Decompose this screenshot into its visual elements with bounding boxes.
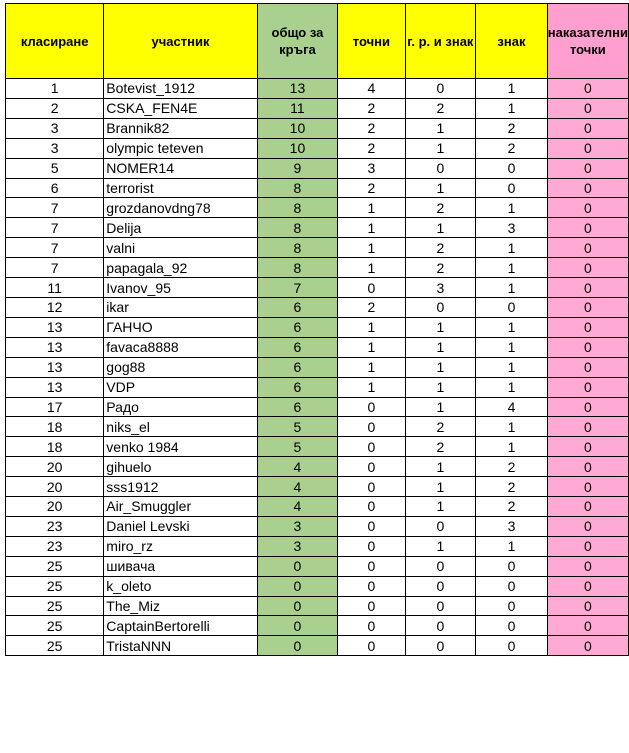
- points-cell: 0: [338, 497, 405, 517]
- penalty-cell: 0: [547, 79, 628, 99]
- table-row: [6, 497, 629, 517]
- points-cell: 0: [338, 636, 405, 656]
- total-cell: 9: [257, 158, 338, 178]
- participant-cell: gihuelo: [104, 457, 257, 477]
- points-cell: 0: [338, 576, 405, 596]
- sign-cell: 1: [476, 337, 548, 357]
- header-participant: участник: [104, 4, 257, 79]
- rank-cell: 7: [6, 218, 104, 238]
- participant-cell: Радо: [104, 397, 257, 417]
- total-cell: 5: [257, 437, 338, 457]
- sign-cell: 0: [476, 556, 548, 576]
- points-cell: 0: [338, 556, 405, 576]
- rank-cell: 7: [6, 238, 104, 258]
- table-row: [6, 238, 629, 258]
- table-row: [6, 556, 629, 576]
- penalty-cell: 0: [547, 118, 628, 138]
- table-row: [6, 297, 629, 317]
- table-row: [6, 218, 629, 238]
- gr-sign-cell: 1: [405, 477, 476, 497]
- sign-cell: 0: [476, 158, 548, 178]
- participant-cell: The_Miz: [104, 596, 257, 616]
- table-row: [6, 278, 629, 298]
- gr-sign-cell: 2: [405, 437, 476, 457]
- gr-sign-cell: 1: [405, 536, 476, 556]
- rank-cell: 20: [6, 457, 104, 477]
- sign-cell: 0: [476, 297, 548, 317]
- rank-cell: 23: [6, 536, 104, 556]
- sign-cell: 1: [476, 357, 548, 377]
- rank-cell: 25: [6, 616, 104, 636]
- sign-cell: 3: [476, 516, 548, 536]
- gr-sign-cell: 1: [405, 178, 476, 198]
- table-row: [6, 457, 629, 477]
- table-row: [6, 636, 629, 656]
- participant-cell: niks_el: [104, 417, 257, 437]
- penalty-cell: 0: [547, 497, 628, 517]
- total-cell: 4: [257, 477, 338, 497]
- penalty-cell: 0: [547, 337, 628, 357]
- gr-sign-cell: 3: [405, 278, 476, 298]
- total-cell: 8: [257, 238, 338, 258]
- penalty-cell: 0: [547, 516, 628, 536]
- rank-cell: 13: [6, 377, 104, 397]
- penalty-cell: 0: [547, 278, 628, 298]
- participant-cell: Brannik82: [104, 118, 257, 138]
- sign-cell: 1: [476, 317, 548, 337]
- penalty-cell: 0: [547, 178, 628, 198]
- penalty-cell: 0: [547, 158, 628, 178]
- penalty-cell: 0: [547, 457, 628, 477]
- penalty-cell: 0: [547, 417, 628, 437]
- total-cell: 8: [257, 218, 338, 238]
- total-cell: 4: [257, 497, 338, 517]
- participant-cell: terrorist: [104, 178, 257, 198]
- rank-cell: 12: [6, 297, 104, 317]
- sign-cell: 0: [476, 576, 548, 596]
- points-cell: 2: [338, 118, 405, 138]
- participant-cell: NOMER14: [104, 158, 257, 178]
- penalty-cell: 0: [547, 556, 628, 576]
- participant-cell: CSKA_FEN4E: [104, 98, 257, 118]
- rank-cell: 18: [6, 417, 104, 437]
- rank-cell: 25: [6, 576, 104, 596]
- points-cell: 0: [338, 596, 405, 616]
- sign-cell: 1: [476, 536, 548, 556]
- participant-cell: Air_Smuggler: [104, 497, 257, 517]
- sign-cell: 2: [476, 138, 548, 158]
- sign-cell: 1: [476, 79, 548, 99]
- penalty-cell: 0: [547, 258, 628, 278]
- penalty-cell: 0: [547, 397, 628, 417]
- total-cell: 8: [257, 258, 338, 278]
- rank-cell: 17: [6, 397, 104, 417]
- header-total: общо за кръга: [257, 4, 338, 79]
- participant-cell: Delija: [104, 218, 257, 238]
- sign-cell: 1: [476, 98, 548, 118]
- points-cell: 1: [338, 317, 405, 337]
- table-row: [6, 79, 629, 99]
- penalty-cell: 0: [547, 616, 628, 636]
- gr-sign-cell: 1: [405, 138, 476, 158]
- participant-cell: Botevist_1912: [104, 79, 257, 99]
- penalty-cell: 0: [547, 98, 628, 118]
- total-cell: 10: [257, 138, 338, 158]
- penalty-cell: 0: [547, 576, 628, 596]
- sign-cell: 1: [476, 198, 548, 218]
- points-cell: 1: [338, 337, 405, 357]
- penalty-cell: 0: [547, 536, 628, 556]
- points-cell: 0: [338, 417, 405, 437]
- table-row: [6, 596, 629, 616]
- sign-cell: 1: [476, 377, 548, 397]
- gr-sign-cell: 1: [405, 377, 476, 397]
- rank-cell: 25: [6, 556, 104, 576]
- participant-cell: gog88: [104, 357, 257, 377]
- points-cell: 2: [338, 98, 405, 118]
- gr-sign-cell: 1: [405, 457, 476, 477]
- table-row: [6, 397, 629, 417]
- table-row: [6, 178, 629, 198]
- penalty-cell: 0: [547, 357, 628, 377]
- rank-cell: 20: [6, 497, 104, 517]
- points-cell: 3: [338, 158, 405, 178]
- participant-cell: VDP: [104, 377, 257, 397]
- rank-cell: 13: [6, 357, 104, 377]
- total-cell: 0: [257, 576, 338, 596]
- total-cell: 6: [257, 317, 338, 337]
- rank-cell: 13: [6, 337, 104, 357]
- gr-sign-cell: 2: [405, 98, 476, 118]
- table-row: [6, 98, 629, 118]
- gr-sign-cell: 1: [405, 317, 476, 337]
- sign-cell: 1: [476, 238, 548, 258]
- points-cell: 2: [338, 178, 405, 198]
- penalty-cell: 0: [547, 477, 628, 497]
- gr-sign-cell: 0: [405, 596, 476, 616]
- header-rank: класиране: [6, 4, 104, 79]
- participant-cell: Daniel Levski: [104, 516, 257, 536]
- gr-sign-cell: 2: [405, 198, 476, 218]
- points-cell: 0: [338, 278, 405, 298]
- sign-cell: 1: [476, 258, 548, 278]
- total-cell: 5: [257, 417, 338, 437]
- table-row: [6, 198, 629, 218]
- sign-cell: 0: [476, 636, 548, 656]
- participant-cell: CaptainBertorelli: [104, 616, 257, 636]
- table-body: [6, 79, 629, 656]
- sign-cell: 1: [476, 417, 548, 437]
- table-row: [6, 258, 629, 278]
- points-cell: 0: [338, 457, 405, 477]
- participant-cell: шивача: [104, 556, 257, 576]
- participant-cell: sss1912: [104, 477, 257, 497]
- participant-cell: k_oleto: [104, 576, 257, 596]
- table-row: [6, 477, 629, 497]
- gr-sign-cell: 0: [405, 576, 476, 596]
- points-cell: 1: [338, 218, 405, 238]
- penalty-cell: 0: [547, 218, 628, 238]
- points-cell: 0: [338, 616, 405, 636]
- sign-cell: 0: [476, 178, 548, 198]
- gr-sign-cell: 1: [405, 497, 476, 517]
- gr-sign-cell: 2: [405, 258, 476, 278]
- participant-cell: favaca8888: [104, 337, 257, 357]
- header-row: [6, 4, 629, 79]
- total-cell: 13: [257, 79, 338, 99]
- total-cell: 0: [257, 596, 338, 616]
- participant-cell: TristaNNN: [104, 636, 257, 656]
- rank-cell: 23: [6, 516, 104, 536]
- penalty-cell: 0: [547, 317, 628, 337]
- rank-cell: 11: [6, 278, 104, 298]
- gr-sign-cell: 0: [405, 158, 476, 178]
- table-row: [6, 417, 629, 437]
- rank-cell: 5: [6, 158, 104, 178]
- table-row: [6, 576, 629, 596]
- total-cell: 0: [257, 616, 338, 636]
- standings-table: [5, 3, 629, 656]
- participant-cell: ikar: [104, 297, 257, 317]
- gr-sign-cell: 0: [405, 516, 476, 536]
- total-cell: 3: [257, 516, 338, 536]
- gr-sign-cell: 1: [405, 337, 476, 357]
- sign-cell: 0: [476, 616, 548, 636]
- table-row: [6, 158, 629, 178]
- penalty-cell: 0: [547, 238, 628, 258]
- sign-cell: 4: [476, 397, 548, 417]
- sign-cell: 3: [476, 218, 548, 238]
- points-cell: 4: [338, 79, 405, 99]
- table-row: [6, 317, 629, 337]
- total-cell: 7: [257, 278, 338, 298]
- table-row: [6, 357, 629, 377]
- penalty-cell: 0: [547, 437, 628, 457]
- header-sign: знак: [476, 4, 548, 79]
- table-row: [6, 437, 629, 457]
- points-cell: 1: [338, 198, 405, 218]
- gr-sign-cell: 0: [405, 556, 476, 576]
- participant-cell: venko 1984: [104, 437, 257, 457]
- participant-cell: Ivanov_95: [104, 278, 257, 298]
- rank-cell: 25: [6, 596, 104, 616]
- points-cell: 1: [338, 357, 405, 377]
- penalty-cell: 0: [547, 297, 628, 317]
- participant-cell: ГАНЧО: [104, 317, 257, 337]
- table-row: [6, 337, 629, 357]
- table-row: [6, 138, 629, 158]
- table-row: [6, 118, 629, 138]
- points-cell: 0: [338, 477, 405, 497]
- rank-cell: 7: [6, 198, 104, 218]
- rank-cell: 6: [6, 178, 104, 198]
- gr-sign-cell: 1: [405, 218, 476, 238]
- rank-cell: 25: [6, 636, 104, 656]
- total-cell: 11: [257, 98, 338, 118]
- rank-cell: 13: [6, 317, 104, 337]
- total-cell: 6: [257, 297, 338, 317]
- rank-cell: 18: [6, 437, 104, 457]
- participant-cell: papagala_92: [104, 258, 257, 278]
- table-row: [6, 377, 629, 397]
- gr-sign-cell: 2: [405, 417, 476, 437]
- total-cell: 6: [257, 337, 338, 357]
- penalty-cell: 0: [547, 377, 628, 397]
- table-row: [6, 616, 629, 636]
- total-cell: 8: [257, 198, 338, 218]
- rank-cell: 1: [6, 79, 104, 99]
- penalty-cell: 0: [547, 596, 628, 616]
- penalty-cell: 0: [547, 198, 628, 218]
- header-penalty: наказателни точки: [547, 4, 628, 79]
- total-cell: 0: [257, 556, 338, 576]
- sign-cell: 1: [476, 437, 548, 457]
- sign-cell: 2: [476, 477, 548, 497]
- points-cell: 0: [338, 516, 405, 536]
- points-cell: 0: [338, 437, 405, 457]
- participant-cell: grozdanovdng78: [104, 198, 257, 218]
- participant-cell: miro_rz: [104, 536, 257, 556]
- points-cell: 1: [338, 238, 405, 258]
- gr-sign-cell: 1: [405, 118, 476, 138]
- penalty-cell: 0: [547, 138, 628, 158]
- sign-cell: 0: [476, 596, 548, 616]
- rank-cell: 20: [6, 477, 104, 497]
- gr-sign-cell: 1: [405, 357, 476, 377]
- sign-cell: 2: [476, 497, 548, 517]
- total-cell: 6: [257, 377, 338, 397]
- points-cell: 2: [338, 297, 405, 317]
- total-cell: 6: [257, 397, 338, 417]
- total-cell: 3: [257, 536, 338, 556]
- gr-sign-cell: 1: [405, 397, 476, 417]
- points-cell: 0: [338, 397, 405, 417]
- total-cell: 0: [257, 636, 338, 656]
- rank-cell: 3: [6, 118, 104, 138]
- total-cell: 4: [257, 457, 338, 477]
- header-points: точни: [338, 4, 405, 79]
- gr-sign-cell: 0: [405, 79, 476, 99]
- points-cell: 0: [338, 536, 405, 556]
- rank-cell: 7: [6, 258, 104, 278]
- rank-cell: 3: [6, 138, 104, 158]
- penalty-cell: 0: [547, 636, 628, 656]
- header-gr-sign: г. р. и знак: [405, 4, 476, 79]
- total-cell: 6: [257, 357, 338, 377]
- table-row: [6, 516, 629, 536]
- gr-sign-cell: 0: [405, 297, 476, 317]
- total-cell: 8: [257, 178, 338, 198]
- gr-sign-cell: 0: [405, 616, 476, 636]
- points-cell: 1: [338, 258, 405, 278]
- points-cell: 1: [338, 377, 405, 397]
- table-row: [6, 536, 629, 556]
- gr-sign-cell: 2: [405, 238, 476, 258]
- rank-cell: 2: [6, 98, 104, 118]
- points-cell: 2: [338, 138, 405, 158]
- sign-cell: 2: [476, 118, 548, 138]
- gr-sign-cell: 0: [405, 636, 476, 656]
- participant-cell: olympic teteven: [104, 138, 257, 158]
- sign-cell: 2: [476, 457, 548, 477]
- total-cell: 10: [257, 118, 338, 138]
- sign-cell: 1: [476, 278, 548, 298]
- participant-cell: valni: [104, 238, 257, 258]
